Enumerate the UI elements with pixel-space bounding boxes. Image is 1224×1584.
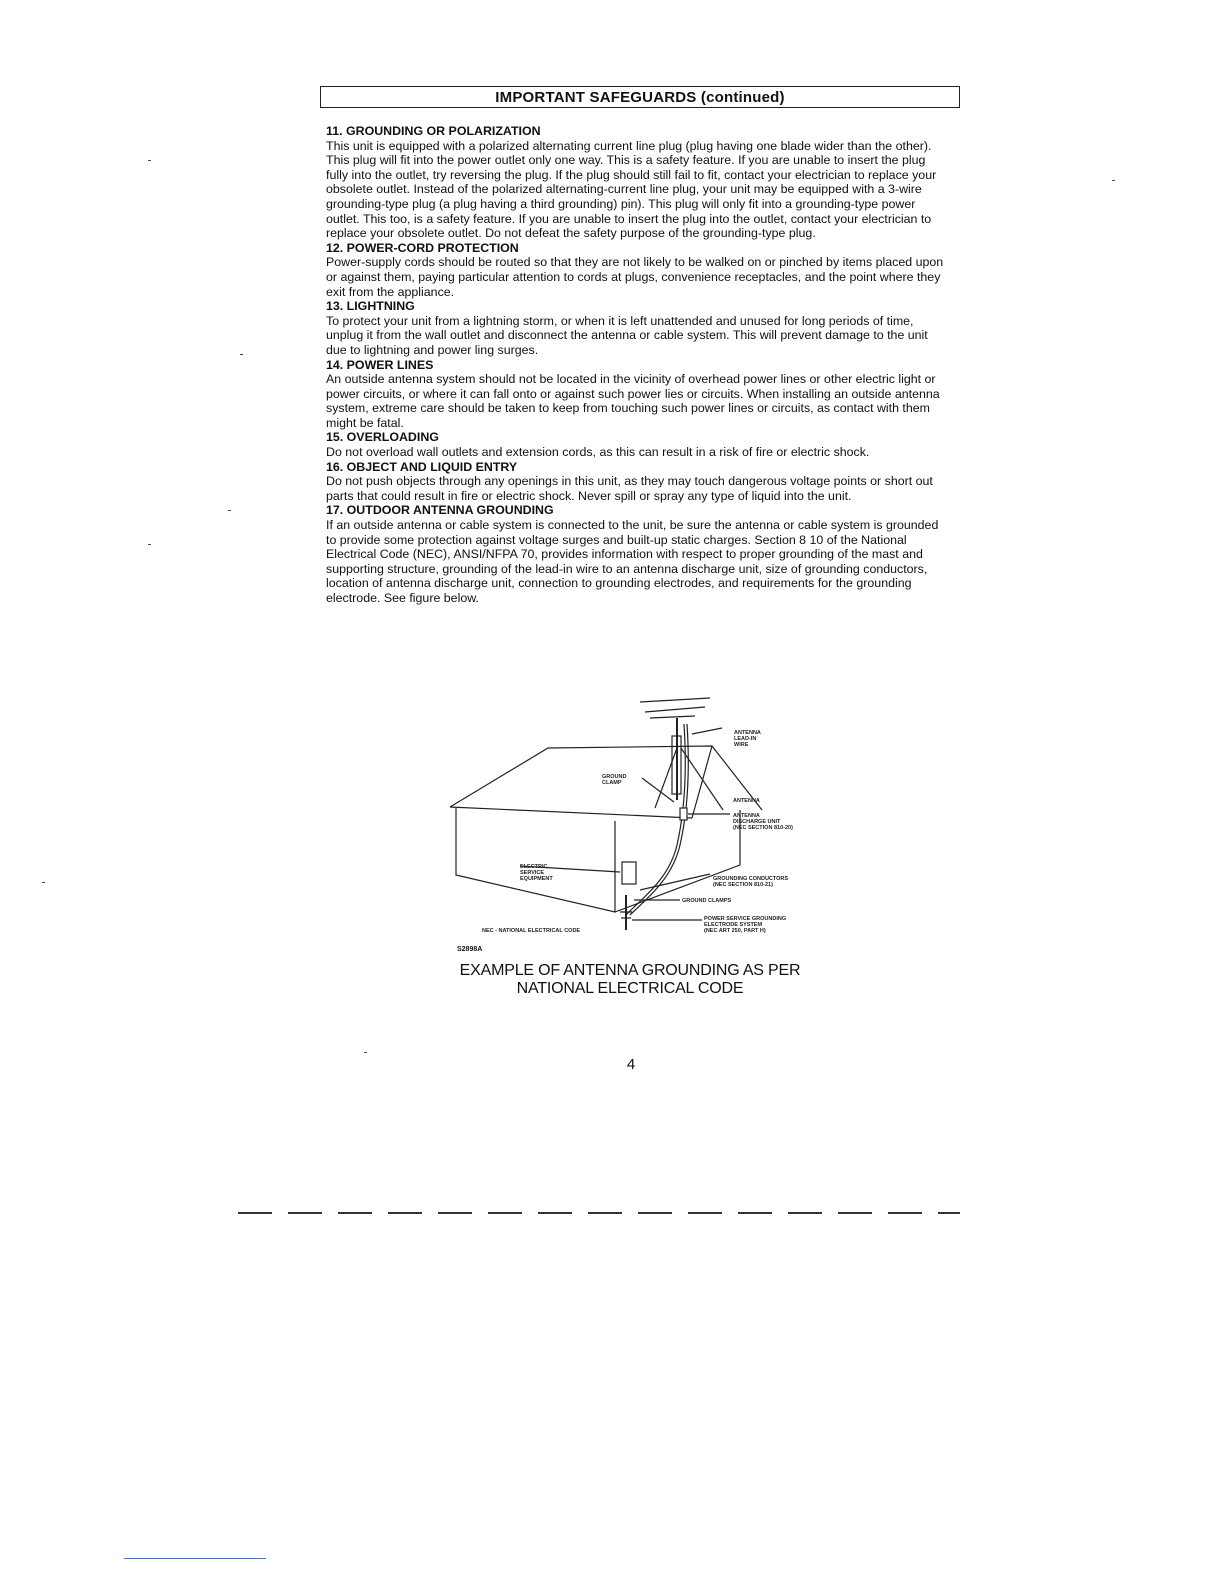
roof-eave [450,807,692,818]
pointer-lead-in [692,728,722,734]
section-body: Do not push objects through any openings in this unit, as they may touch dangerous voltage points or short out parts that could result in fire or electric shock. Never spill or spray any type of liquid into the unit. [326,474,933,503]
bottom-blue-rule [124,1558,266,1559]
pointer-conductors [640,874,710,890]
electric-service-box [622,862,636,884]
scan-speck [228,510,231,511]
label-conductors: GROUNDING CONDUCTORS [713,876,789,882]
section-lightning [326,299,950,357]
page-header [320,86,960,108]
antenna-element-1 [640,698,710,702]
section-body: Do not overload wall outlets and extension cords, as this can result in a risk of fire or electric shock. [326,445,870,460]
section-body: This unit is equipped with a polarized alternating current line plug (plug having one blade wider than the other). This plug will fit into the power outlet only one way. This is a safety feature. If you are unable to insert the plug fully into the outlet, try reversing the plug. If the plug should still fail to fit, contact your electrician to replace your obsolete outlet. Instead of the polarized alternating-current line plug, your unit may be equipped with a 3-wire grounding-type plug (a plug having a third grounding) pin). This plug will only fit into a grounding-type power outlet. This too, is a safety feature. If you are unable to insert the plug into the outlet, contact your electrician to replace your obsolete outlet. Do not defeat the safety purpose of the grounding-type plug. [326,138,937,241]
label-ground-clamp: GROUND [602,774,627,780]
scan-speck [148,160,151,161]
safeguards-content [326,124,950,606]
section-grounding [326,124,950,241]
label-discharge: (NEC SECTION 810-20) [733,825,793,831]
section-power-lines [326,358,950,431]
section-overloading [326,430,950,459]
section-body: An outside antenna system should not be located in the vicinity of overhead power lines or other electric light or power circuits, or where it can fall onto or against such power lies or circuits. When installing an outside antenna system, extreme care should be taken to keep from touching such power lines or circuits, as contact with them might be fatal. [326,372,940,430]
page-number: 4 [626,1056,636,1073]
label-electric: EQUIPMENT [520,876,553,882]
label-lead-in: ANTENNA [734,730,761,736]
label-discharge: DISCHARGE UNIT [733,819,781,825]
scan-speck [148,544,151,545]
discharge-unit [680,808,687,820]
label-lead-in: WIRE [734,742,749,748]
caption-line: EXAMPLE OF ANTENNA GROUNDING AS PER [459,962,801,979]
label-power-service: ELECTRODE SYSTEM [704,922,763,928]
section-body: To protect your unit from a lightning storm, or when it is left unattended and unused for long periods of time, unplug it from the wall outlet and disconnect the antenna or cable system. This will prevent damage to the unit due to lightning and power ling surges. [326,313,928,357]
label-antenna: ANTENNA [733,798,760,804]
section-body: Power-supply cords should be routed so that they are not likely to be walked on or pinched by items placed upon or against them, paying particular attention to cords at plugs, convenience receptacles, and the point where they exit from the appliance. [326,255,944,299]
house-side-wall [615,810,740,912]
caption-line: NATIONAL ELECTRICAL CODE [516,980,744,997]
label-nec-note: NEC - NATIONAL ELECTRICAL CODE [482,928,581,934]
label-ground-clamps: GROUND CLAMPS [682,898,732,904]
section-antenna-grounding [326,503,950,605]
section-title: 11. GROUNDING OR POLARIZATION [326,124,541,138]
scan-speck [240,354,243,355]
scan-speck [42,882,45,883]
label-ground-clamp: CLAMP [602,780,622,786]
label-conductors: (NEC SECTION 810-21) [713,882,773,888]
label-lead-in: LEAD-IN [734,736,757,742]
section-body: If an outside antenna or cable system is connected to the unit, be sure the antenna or cable system is grounded to provide some protection against voltage surges and built-up static charges. Section 8 10 of the National Electrical Code (NEC), ANSI/NFPA 70, provides information with respect to proper grounding of the mast and supporting structure, grounding of the lead-in wire to an antenna discharge unit, size of grounding conductors, location of antenna discharge unit, connection to grounding electrodes, and requirements for the grounding electrode. See figure below. [326,518,939,605]
label-discharge: ANTENNA [733,813,760,819]
section-title: 12. POWER-CORD PROTECTION [326,240,519,255]
label-power-service: (NEC ART 250, PART H) [704,928,766,934]
header-title: IMPORTANT SAFEGUARDS (continued) [495,88,785,106]
section-power-cord [326,241,950,299]
section-title: 13. LIGHTNING [326,299,415,314]
guy-wire-left [655,748,677,808]
section-title: 17. OUTDOOR ANTENNA GROUNDING [326,503,554,518]
antenna-element-2 [645,707,705,712]
label-power-service: POWER SERVICE GROUNDING [704,916,787,922]
section-title: 16. OBJECT AND LIQUID ENTRY [326,459,518,474]
section-title: 14. POWER LINES [326,357,434,372]
section-title: 15. OVERLOADING [326,430,439,445]
label-electric: ELECTRIC [520,864,548,870]
label-electric: SERVICE [520,870,545,876]
scan-speck [1112,180,1115,181]
bottom-dashed-line [238,1212,960,1214]
section-object-liquid [326,460,950,504]
scan-speck [364,1052,367,1053]
antenna-grounding-figure [440,690,830,955]
figure-caption [440,962,820,998]
antenna-grounding-diagram [440,690,830,955]
figure-reference: S2898A [457,946,483,953]
house-front-wall [456,808,615,912]
roof-ridge-edge [692,746,712,818]
antenna-element-3 [650,716,695,718]
